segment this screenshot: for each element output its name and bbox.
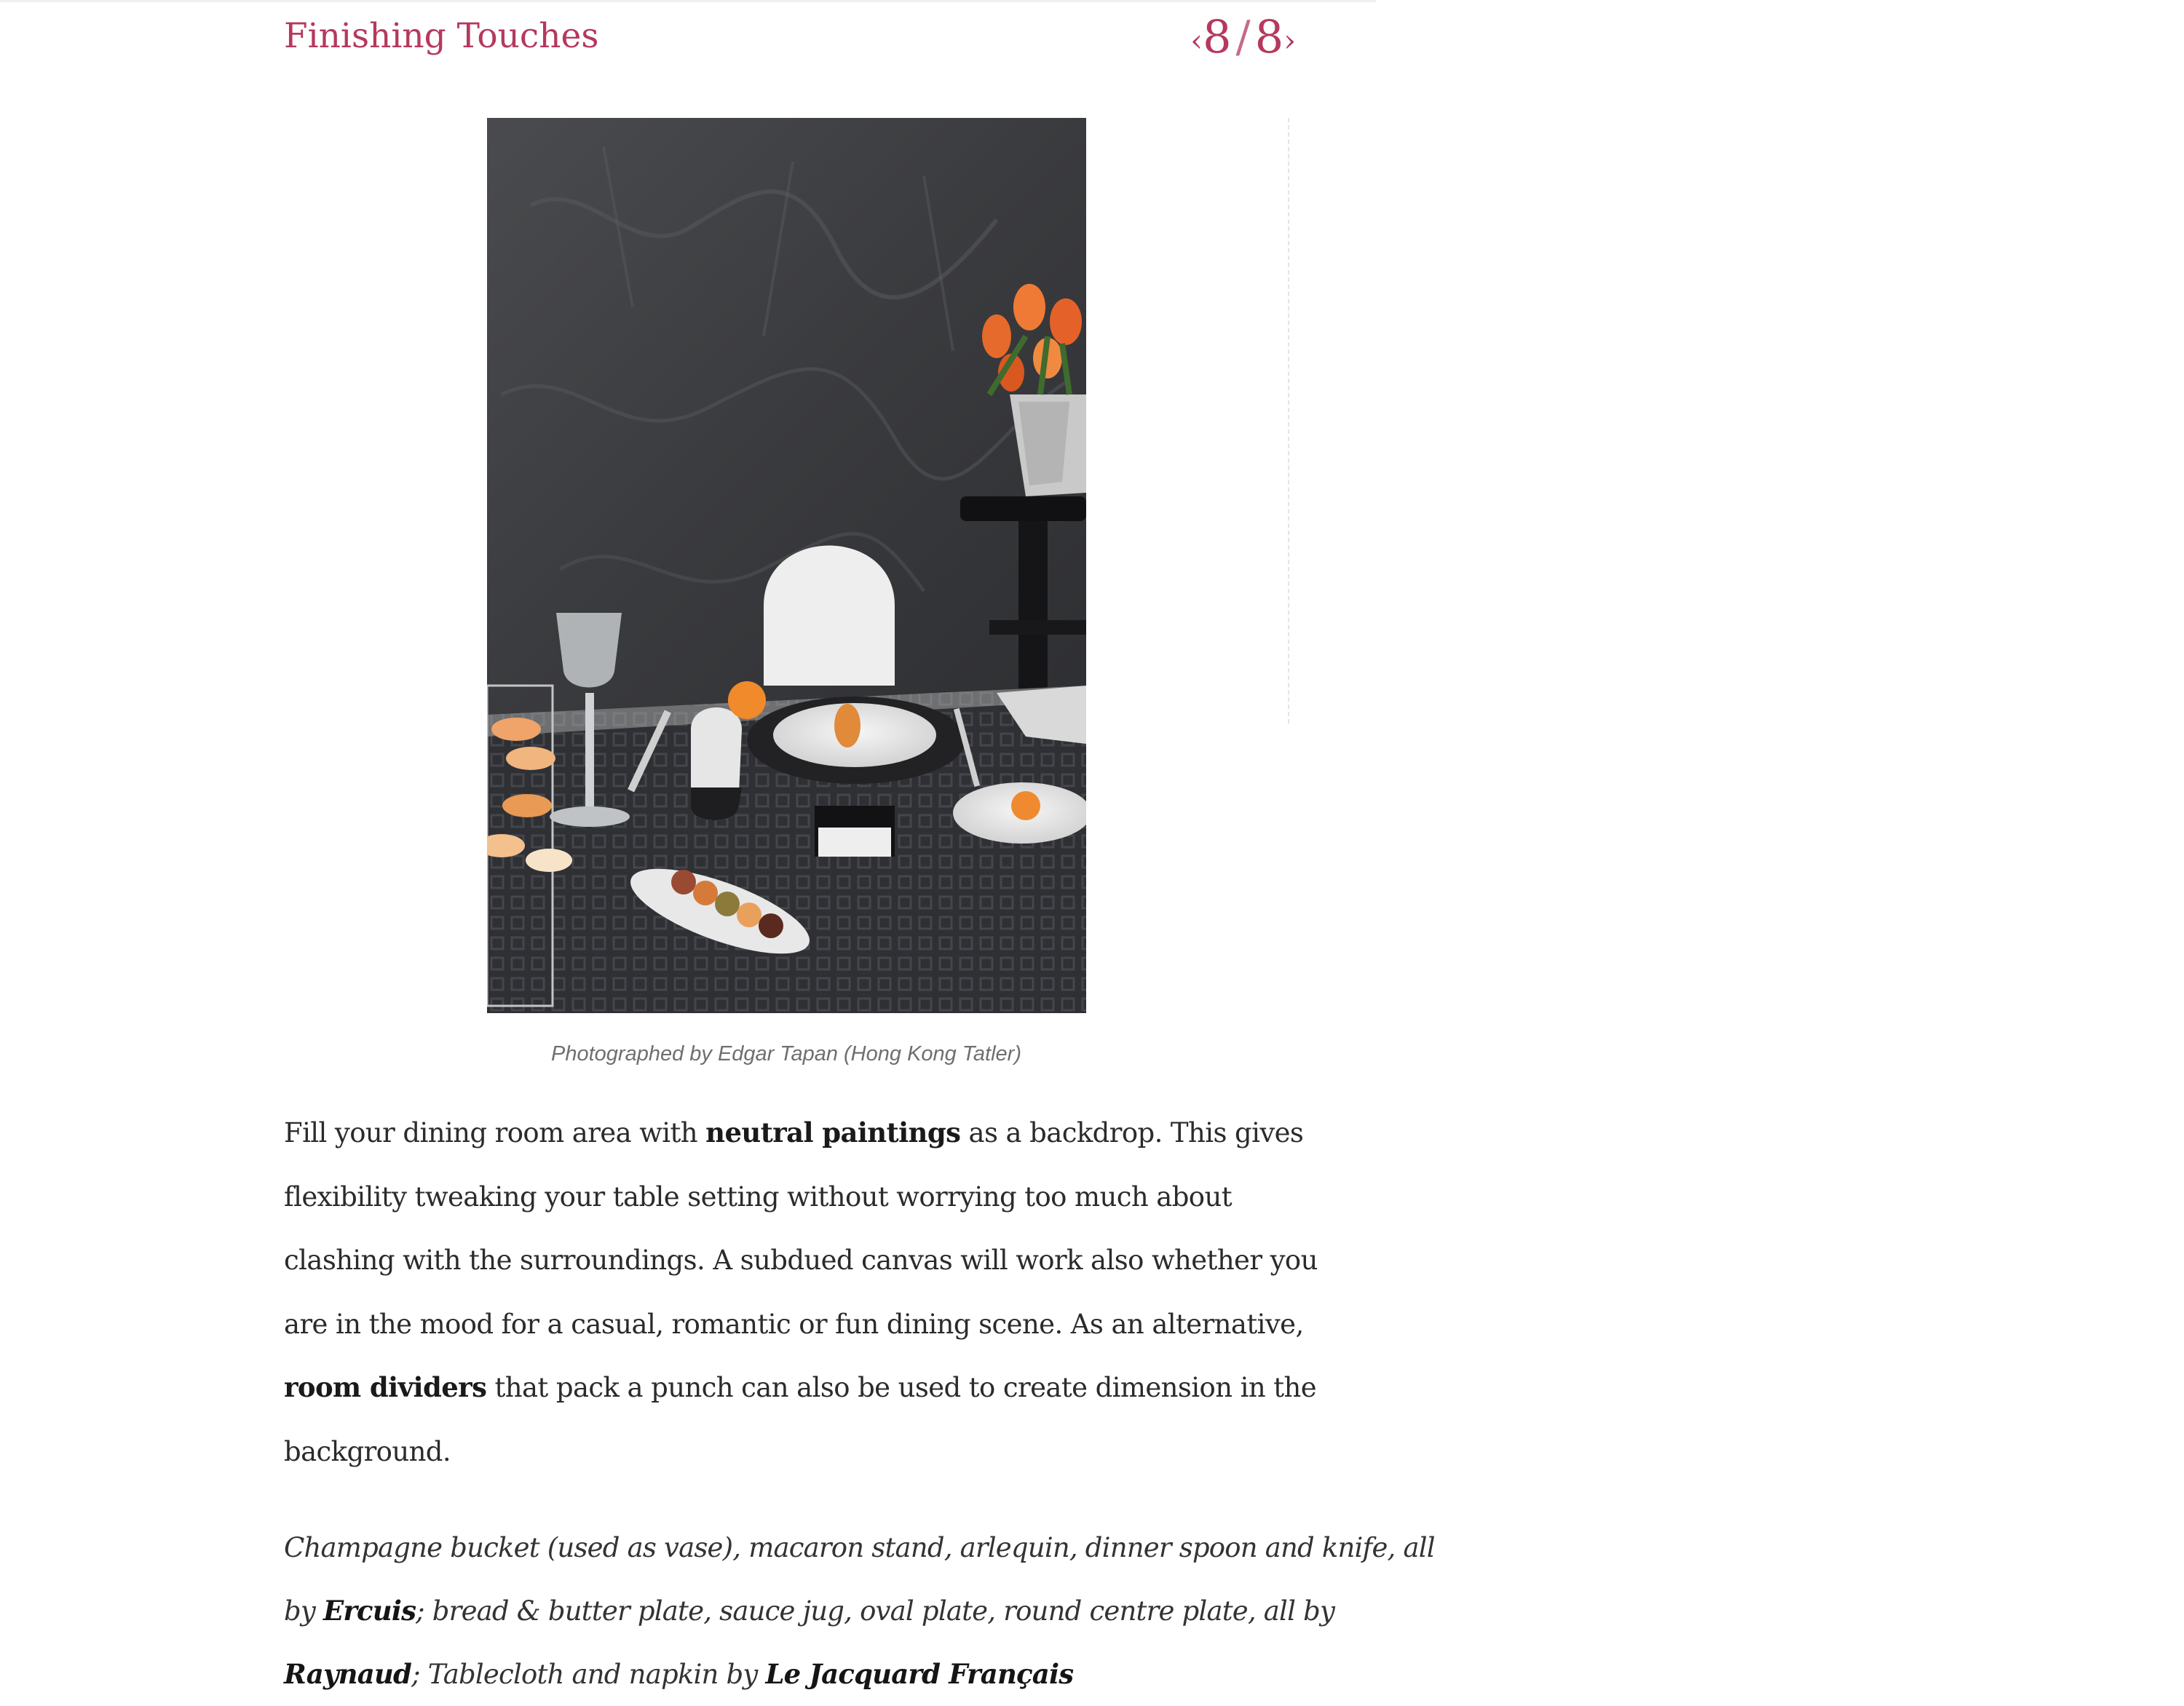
text-run: Fill your dining room area with <box>284 1117 706 1148</box>
text-run: as a backdrop. This gives <box>960 1117 1304 1148</box>
photo-caption: Photographed by Edgar Tapan (Hong Kong Tatler) <box>551 1042 1021 1066</box>
pager-separator: / <box>1235 11 1251 63</box>
table-setting-photo <box>487 118 1086 1013</box>
text-run: by <box>284 1595 323 1627</box>
current-slide-number: 8 <box>1203 10 1232 63</box>
prev-arrow-icon[interactable]: ‹ <box>1190 23 1203 58</box>
text-run: ; Tablecloth and napkin by <box>411 1659 766 1690</box>
brand-ercuis: Ercuis <box>323 1595 416 1627</box>
paragraph-line: background. <box>284 1435 451 1467</box>
slide-title: Finishing Touches <box>284 16 599 56</box>
top-divider <box>0 0 1376 2</box>
highlight-neutral-paintings: neutral paintings <box>705 1116 961 1148</box>
total-slide-count: 8 <box>1254 10 1284 63</box>
brand-le-jacquard-francais: Le Jacquard Français <box>765 1658 1074 1690</box>
product-credits <box>284 1516 1435 1706</box>
text-run: ; bread & butter plate, sauce jug, oval plate, round centre plate, all by <box>416 1595 1335 1627</box>
credits-line <box>284 1579 1335 1643</box>
credits-line: Champagne bucket (used as vase), macaron stand, arlequin, dinner spoon and knife, all <box>284 1532 1435 1563</box>
brand-raynaud: Raynaud <box>284 1658 412 1690</box>
paragraph-line <box>284 1101 1303 1165</box>
text-run: that pack a punch can also be used to create dimension in the <box>486 1372 1317 1403</box>
credits-line <box>284 1643 1318 1706</box>
highlight-room-dividers: room dividers <box>284 1371 487 1403</box>
paragraph-line: are in the mood for a casual, romantic or fun dining scene. As an alternative, <box>284 1308 1304 1340</box>
paragraph-line: clashing with the surroundings. A subdued canvas will work also whether you <box>284 1245 1318 1276</box>
slide-pager <box>1190 10 1296 63</box>
next-arrow-icon[interactable]: › <box>1283 23 1296 58</box>
vertical-divider <box>1288 118 1289 723</box>
paragraph-line <box>284 1356 1317 1420</box>
slide-header <box>284 10 1296 68</box>
article-paragraph <box>284 1101 1318 1483</box>
paragraph-line: flexibility tweaking your table setting without worrying too much about <box>284 1181 1232 1213</box>
